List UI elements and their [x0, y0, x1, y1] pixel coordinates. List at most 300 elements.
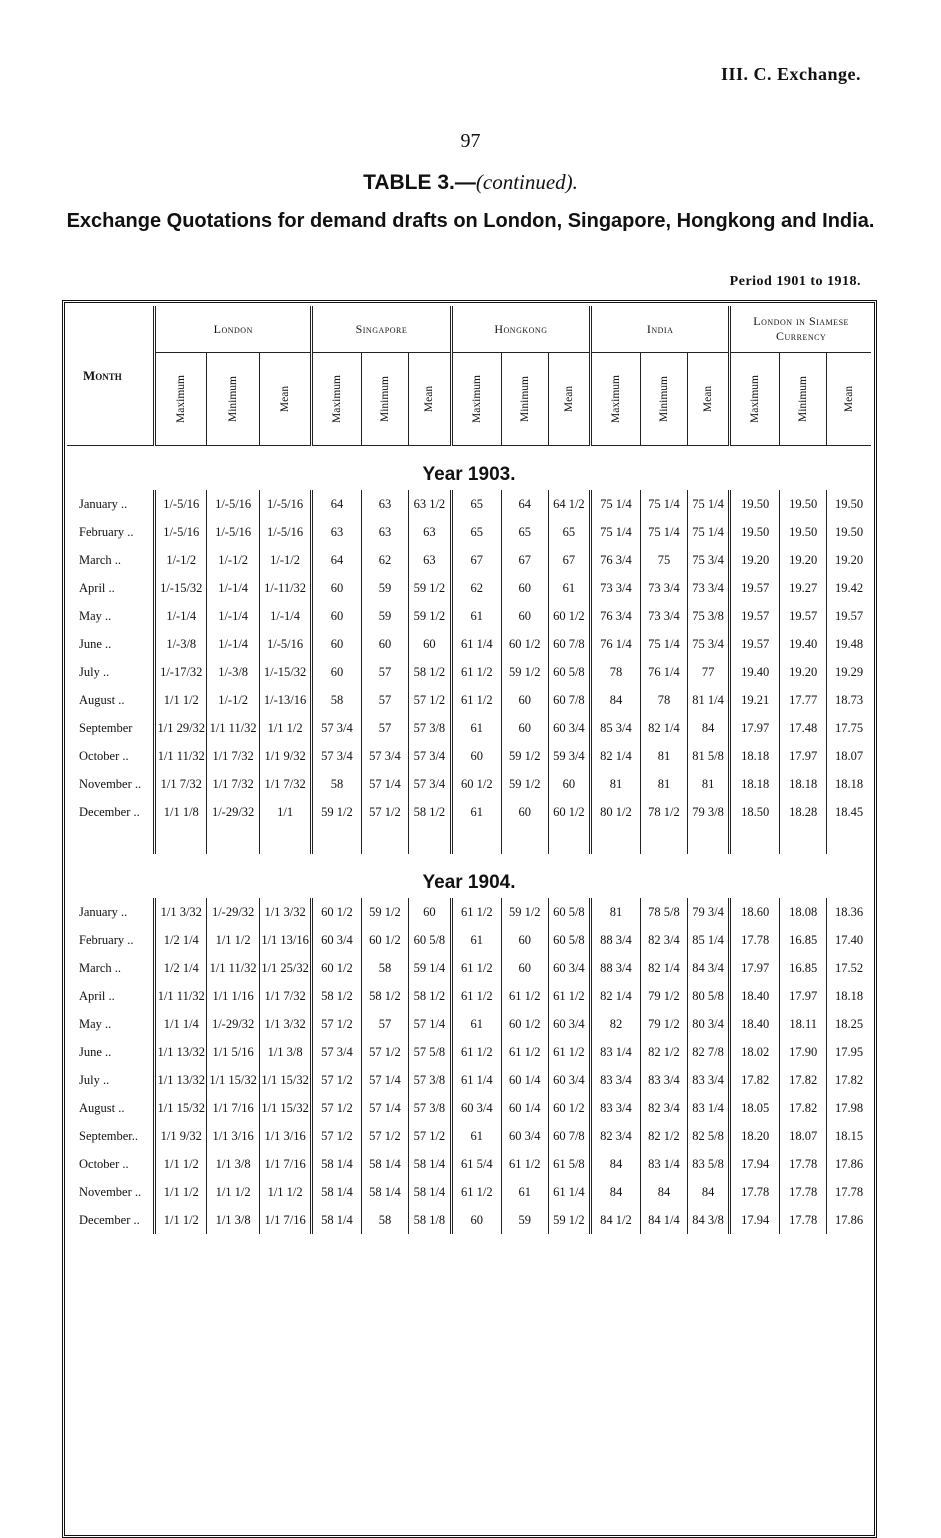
value-cell: 61 — [451, 798, 501, 826]
page-number: 97 — [460, 130, 481, 152]
value-cell: 17.78 — [780, 1150, 827, 1178]
value-cell: 60 1/2 — [312, 898, 362, 926]
value-cell: 1/1 1/4 — [155, 1010, 207, 1038]
value-cell: 81 5/8 — [687, 742, 729, 770]
spacer-cell — [451, 826, 501, 854]
value-cell: 62 — [361, 546, 408, 574]
value-cell: 83 3/4 — [591, 1066, 641, 1094]
value-cell: 57 3/4 — [312, 1038, 362, 1066]
sub-header-label: Maximum — [749, 375, 762, 423]
value-cell: 82 3/4 — [640, 926, 687, 954]
value-cell: 18.18 — [730, 770, 780, 798]
value-cell: 1/1 — [260, 798, 312, 826]
value-cell: 60 3/4 — [548, 1010, 590, 1038]
value-cell: 18.05 — [730, 1094, 780, 1122]
value-cell: 57 3/8 — [408, 1094, 451, 1122]
value-cell: 1/1 15/32 — [260, 1066, 312, 1094]
value-cell: 1/-1/2 — [260, 546, 312, 574]
month-header: Month — [67, 306, 155, 446]
value-cell: 19.42 — [827, 574, 871, 602]
spacer-cell — [591, 826, 641, 854]
sub-header-maximum — [312, 353, 362, 446]
value-cell: 61 — [451, 714, 501, 742]
sub-header-label: Minimum — [378, 375, 391, 423]
table-row — [67, 602, 871, 630]
year-heading: Year 1903. — [422, 464, 516, 485]
value-cell: 17.40 — [827, 926, 871, 954]
value-cell: 1/-1/4 — [207, 574, 260, 602]
header-group-row — [67, 306, 871, 353]
value-cell: 19.50 — [780, 490, 827, 518]
value-cell: 59 1/2 — [501, 742, 548, 770]
value-cell: 61 1/2 — [451, 898, 501, 926]
value-cell: 57 1/2 — [361, 798, 408, 826]
table-row — [67, 490, 871, 518]
value-cell: 1/-15/32 — [155, 574, 207, 602]
spacer-cell — [260, 826, 312, 854]
value-cell: 61 1/2 — [451, 982, 501, 1010]
spacer-cell — [408, 826, 451, 854]
spacer-cell — [312, 826, 362, 854]
month-cell: March .. — [79, 552, 121, 567]
value-cell: 19.21 — [730, 686, 780, 714]
value-cell: 64 — [312, 490, 362, 518]
sub-header-mean — [260, 353, 312, 446]
value-cell: 75 1/4 — [687, 490, 729, 518]
value-cell: 81 — [687, 770, 729, 798]
value-cell: 60 1/2 — [501, 630, 548, 658]
month-cell: July .. — [79, 664, 110, 679]
month-cell: December .. — [79, 804, 140, 819]
value-cell: 84 — [591, 1150, 641, 1178]
value-cell: 78 1/2 — [640, 798, 687, 826]
value-cell: 1/-17/32 — [155, 658, 207, 686]
value-cell: 17.78 — [780, 1206, 827, 1234]
spacer-cell — [780, 826, 827, 854]
year-heading-row — [67, 854, 871, 898]
value-cell: 1/1 1/8 — [155, 798, 207, 826]
value-cell: 75 1/4 — [591, 518, 641, 546]
table-row — [67, 1206, 871, 1234]
value-cell: 84 1/2 — [591, 1206, 641, 1234]
value-cell: 18.18 — [827, 770, 871, 798]
value-cell: 61 1/2 — [451, 686, 501, 714]
value-cell: 58 1/4 — [408, 1178, 451, 1206]
value-cell: 17.95 — [827, 1038, 871, 1066]
value-cell: 60 — [361, 630, 408, 658]
value-cell: 61 — [451, 1122, 501, 1150]
value-cell: 60 3/4 — [312, 926, 362, 954]
value-cell: 1/1 15/32 — [260, 1094, 312, 1122]
month-cell: October .. — [79, 1156, 129, 1171]
month-cell: October .. — [79, 748, 129, 763]
table-row — [67, 982, 871, 1010]
value-cell: 80 5/8 — [687, 982, 729, 1010]
value-cell: 17.78 — [730, 926, 780, 954]
value-cell: 17.52 — [827, 954, 871, 982]
value-cell: 58 1/2 — [408, 658, 451, 686]
value-cell: 60 — [312, 574, 362, 602]
value-cell: 63 — [312, 518, 362, 546]
value-cell: 1/1 1/2 — [155, 1206, 207, 1234]
value-cell: 83 3/4 — [640, 1066, 687, 1094]
value-cell: 57 1/2 — [312, 1066, 362, 1094]
value-cell: 80 3/4 — [687, 1010, 729, 1038]
value-cell: 1/1 1/2 — [207, 926, 260, 954]
value-cell: 79 3/4 — [687, 898, 729, 926]
value-cell: 58 1/4 — [361, 1178, 408, 1206]
value-cell: 65 — [548, 518, 590, 546]
value-cell: 88 3/4 — [591, 954, 641, 982]
spacer-cell — [155, 826, 207, 854]
value-cell: 78 5/8 — [640, 898, 687, 926]
value-cell: 60 1/2 — [548, 602, 590, 630]
value-cell: 19.57 — [730, 602, 780, 630]
value-cell: 57 3/4 — [361, 742, 408, 770]
value-cell: 84 1/4 — [640, 1206, 687, 1234]
sub-header-maximum — [730, 353, 780, 446]
value-cell: 84 — [687, 1178, 729, 1206]
value-cell: 83 1/4 — [687, 1094, 729, 1122]
value-cell: 60 3/4 — [501, 1122, 548, 1150]
value-cell: 60 — [312, 658, 362, 686]
month-cell: February .. — [79, 524, 134, 539]
value-cell: 1/-3/8 — [207, 658, 260, 686]
value-cell: 59 — [361, 602, 408, 630]
table-row — [67, 686, 871, 714]
value-cell: 60 1/2 — [361, 926, 408, 954]
spacer-cell — [687, 826, 729, 854]
month-cell: November .. — [79, 776, 142, 791]
value-cell: 1/1 1/2 — [155, 1178, 207, 1206]
table-row — [67, 1010, 871, 1038]
value-cell: 61 1/2 — [548, 982, 590, 1010]
value-cell: 57 3/8 — [408, 714, 451, 742]
value-cell: 61 1/2 — [451, 1178, 501, 1206]
value-cell: 1/-5/16 — [260, 490, 312, 518]
value-cell: 62 — [451, 574, 501, 602]
value-cell: 61 1/4 — [451, 1066, 501, 1094]
spacer-cell — [730, 826, 780, 854]
value-cell: 82 1/4 — [640, 954, 687, 982]
value-cell: 59 1/2 — [408, 602, 451, 630]
value-cell: 58 — [361, 1206, 408, 1234]
value-cell: 84 — [687, 714, 729, 742]
value-cell: 18.20 — [730, 1122, 780, 1150]
sub-header-label: Mean — [279, 385, 292, 413]
value-cell: 1/1 3/16 — [207, 1122, 260, 1150]
value-cell: 64 — [501, 490, 548, 518]
value-cell: 1/2 1/4 — [155, 954, 207, 982]
value-cell: 1/-5/16 — [207, 518, 260, 546]
table-row — [67, 714, 871, 742]
month-cell: December .. — [79, 1212, 140, 1227]
value-cell: 78 — [640, 686, 687, 714]
sub-header-label: Mean — [702, 385, 715, 413]
value-cell: 76 1/4 — [640, 658, 687, 686]
value-cell: 17.82 — [780, 1066, 827, 1094]
sub-header-label: Minimum — [227, 375, 240, 423]
value-cell: 83 1/4 — [591, 1038, 641, 1066]
value-cell: 80 1/2 — [591, 798, 641, 826]
table-label: TABLE 3.— — [363, 171, 476, 194]
value-cell: 84 — [591, 1178, 641, 1206]
value-cell: 57 — [361, 714, 408, 742]
value-cell: 57 1/2 — [312, 1122, 362, 1150]
value-cell: 60 — [501, 574, 548, 602]
value-cell: 60 1/2 — [548, 798, 590, 826]
value-cell: 61 — [451, 926, 501, 954]
value-cell: 61 1/4 — [548, 1178, 590, 1206]
value-cell: 1/-15/32 — [260, 658, 312, 686]
value-cell: 60 1/4 — [501, 1066, 548, 1094]
value-cell: 17.77 — [780, 686, 827, 714]
value-cell: 60 — [501, 686, 548, 714]
value-cell: 60 — [501, 926, 548, 954]
value-cell: 19.57 — [730, 574, 780, 602]
value-cell: 76 1/4 — [591, 630, 641, 658]
value-cell: 61 — [451, 602, 501, 630]
value-cell: 1/1 1/2 — [155, 686, 207, 714]
value-cell: 82 — [591, 1010, 641, 1038]
value-cell: 60 7/8 — [548, 686, 590, 714]
value-cell: 1/1 11/32 — [207, 714, 260, 742]
value-cell: 61 — [548, 574, 590, 602]
value-cell: 83 1/4 — [640, 1150, 687, 1178]
value-cell: 1/-5/16 — [260, 518, 312, 546]
value-cell: 18.40 — [730, 1010, 780, 1038]
value-cell: 1/1 3/8 — [260, 1038, 312, 1066]
value-cell: 60 3/4 — [548, 954, 590, 982]
period-label: Period 1901 to 1918. — [729, 274, 861, 289]
value-cell: 17.97 — [730, 714, 780, 742]
value-cell: 60 1/2 — [312, 954, 362, 982]
spacer-cell — [501, 826, 548, 854]
sub-header-minimum — [207, 353, 260, 446]
value-cell: 1/1 1/2 — [207, 1178, 260, 1206]
value-cell: 19.57 — [730, 630, 780, 658]
sub-header-label: Mean — [423, 385, 436, 413]
sub-header-maximum — [591, 353, 641, 446]
value-cell: 61 1/2 — [451, 954, 501, 982]
value-cell: 61 1/2 — [451, 658, 501, 686]
sub-header-label: Maximum — [175, 375, 188, 423]
month-cell: March .. — [79, 960, 121, 975]
value-cell: 58 1/4 — [312, 1178, 362, 1206]
value-cell: 61 1/2 — [451, 1038, 501, 1066]
value-cell: 75 1/4 — [640, 490, 687, 518]
month-cell: February .. — [79, 932, 134, 947]
sub-header-minimum — [640, 353, 687, 446]
value-cell: 61 1/2 — [501, 1038, 548, 1066]
year-heading: Year 1904. — [422, 872, 516, 893]
spacer-cell — [67, 826, 155, 854]
value-cell: 65 — [451, 490, 501, 518]
value-cell: 18.02 — [730, 1038, 780, 1066]
value-cell: 19.57 — [780, 602, 827, 630]
value-cell: 60 5/8 — [548, 898, 590, 926]
value-cell: 58 — [361, 954, 408, 982]
value-cell: 75 3/4 — [687, 630, 729, 658]
value-cell: 19.50 — [827, 490, 871, 518]
value-cell: 19.20 — [780, 546, 827, 574]
value-cell: 59 3/4 — [548, 742, 590, 770]
value-cell: 19.50 — [827, 518, 871, 546]
table-row — [67, 518, 871, 546]
value-cell: 82 3/4 — [640, 1094, 687, 1122]
value-cell: 57 1/2 — [361, 1038, 408, 1066]
value-cell: 81 — [591, 770, 641, 798]
value-cell: 60 5/8 — [548, 926, 590, 954]
exchange-table — [67, 306, 871, 1234]
value-cell: 57 3/8 — [408, 1066, 451, 1094]
month-cell: July .. — [79, 1072, 110, 1087]
value-cell: 19.57 — [827, 602, 871, 630]
value-cell: 57 3/4 — [408, 742, 451, 770]
value-cell: 18.28 — [780, 798, 827, 826]
value-cell: 60 1/2 — [451, 770, 501, 798]
value-cell: 79 1/2 — [640, 1010, 687, 1038]
value-cell: 61 5/8 — [548, 1150, 590, 1178]
value-cell: 58 1/2 — [408, 798, 451, 826]
value-cell: 18.45 — [827, 798, 871, 826]
group-header-india: India — [591, 306, 730, 353]
value-cell: 58 1/2 — [361, 982, 408, 1010]
value-cell: 63 — [408, 546, 451, 574]
table-row — [67, 546, 871, 574]
month-cell: June .. — [79, 636, 112, 651]
value-cell: 60 — [451, 742, 501, 770]
value-cell: 60 — [501, 798, 548, 826]
value-cell: 1/1 29/32 — [155, 714, 207, 742]
value-cell: 1/1 9/32 — [155, 1122, 207, 1150]
value-cell: 57 1/2 — [408, 1122, 451, 1150]
value-cell: 60 5/8 — [408, 926, 451, 954]
value-cell: 84 — [640, 1178, 687, 1206]
value-cell: 18.50 — [730, 798, 780, 826]
value-cell: 65 — [501, 518, 548, 546]
value-cell: 76 3/4 — [591, 602, 641, 630]
table-row — [67, 954, 871, 982]
value-cell: 17.82 — [730, 1066, 780, 1094]
value-cell: 75 3/4 — [687, 546, 729, 574]
value-cell: 85 3/4 — [591, 714, 641, 742]
value-cell: 84 — [591, 686, 641, 714]
month-cell: January .. — [79, 904, 128, 919]
value-cell: 1/-11/32 — [260, 574, 312, 602]
table-row — [67, 1122, 871, 1150]
value-cell: 18.18 — [827, 982, 871, 1010]
sub-header-minimum — [361, 353, 408, 446]
value-cell: 1/2 1/4 — [155, 926, 207, 954]
value-cell: 18.07 — [827, 742, 871, 770]
value-cell: 59 1/2 — [501, 770, 548, 798]
value-cell: 58 — [312, 686, 362, 714]
year-heading-row — [67, 446, 871, 491]
value-cell: 60 — [501, 714, 548, 742]
value-cell: 17.94 — [730, 1206, 780, 1234]
spacer-cell — [548, 826, 590, 854]
month-cell: September — [79, 720, 133, 735]
value-cell: 1/-1/4 — [207, 602, 260, 630]
value-cell: 57 1/2 — [312, 1094, 362, 1122]
value-cell: 19.27 — [780, 574, 827, 602]
sub-header-maximum — [155, 353, 207, 446]
month-cell: August .. — [79, 692, 125, 707]
value-cell: 59 1/4 — [408, 954, 451, 982]
month-cell: June .. — [79, 1044, 112, 1059]
value-cell: 75 1/4 — [687, 518, 729, 546]
value-cell: 57 1/4 — [408, 1010, 451, 1038]
sub-header-mean — [687, 353, 729, 446]
value-cell: 17.75 — [827, 714, 871, 742]
value-cell: 59 — [361, 574, 408, 602]
value-cell: 60 — [501, 954, 548, 982]
value-cell: 19.40 — [780, 630, 827, 658]
value-cell: 1/-5/16 — [155, 490, 207, 518]
value-cell: 17.97 — [730, 954, 780, 982]
value-cell: 1/1 9/32 — [260, 742, 312, 770]
value-cell: 1/-1/2 — [207, 686, 260, 714]
value-cell: 59 1/2 — [548, 1206, 590, 1234]
group-header-london: London — [155, 306, 312, 353]
value-cell: 57 3/4 — [408, 770, 451, 798]
value-cell: 57 1/4 — [361, 1066, 408, 1094]
value-cell: 63 — [361, 490, 408, 518]
value-cell: 1/1 11/32 — [207, 954, 260, 982]
value-cell: 60 7/8 — [548, 630, 590, 658]
value-cell: 83 5/8 — [687, 1150, 729, 1178]
value-cell: 19.29 — [827, 658, 871, 686]
value-cell: 1/1 7/32 — [260, 982, 312, 1010]
value-cell: 65 — [451, 518, 501, 546]
sub-header-label: Minimum — [657, 375, 670, 423]
value-cell: 84 3/8 — [687, 1206, 729, 1234]
month-cell: November .. — [79, 1184, 142, 1199]
month-cell: August .. — [79, 1100, 125, 1115]
spacer-cell — [361, 826, 408, 854]
table-row — [67, 1038, 871, 1066]
value-cell: 1/1 1/2 — [260, 1178, 312, 1206]
value-cell: 78 — [591, 658, 641, 686]
sub-header-label: Maximum — [330, 375, 343, 423]
value-cell: 19.20 — [730, 546, 780, 574]
value-cell: 60 3/4 — [451, 1094, 501, 1122]
value-cell: 63 — [408, 518, 451, 546]
value-cell: 60 — [312, 630, 362, 658]
value-cell: 83 3/4 — [687, 1066, 729, 1094]
value-cell: 1/-5/16 — [155, 518, 207, 546]
value-cell: 82 1/4 — [640, 714, 687, 742]
value-cell: 18.60 — [730, 898, 780, 926]
value-cell: 1/1 3/8 — [207, 1150, 260, 1178]
value-cell: 81 — [640, 770, 687, 798]
value-cell: 1/1 7/32 — [207, 770, 260, 798]
table-row — [67, 630, 871, 658]
value-cell: 64 — [312, 546, 362, 574]
value-cell: 82 1/4 — [591, 982, 641, 1010]
value-cell: 57 1/2 — [408, 686, 451, 714]
value-cell: 59 1/2 — [312, 798, 362, 826]
value-cell: 57 — [361, 686, 408, 714]
value-cell: 1/-1/4 — [155, 602, 207, 630]
value-cell: 1/1 7/32 — [155, 770, 207, 798]
value-cell: 84 3/4 — [687, 954, 729, 982]
sub-header-label: Minimum — [518, 375, 531, 423]
value-cell: 1/1 1/2 — [155, 1150, 207, 1178]
value-cell: 60 7/8 — [548, 1122, 590, 1150]
value-cell: 1/1 13/32 — [155, 1066, 207, 1094]
